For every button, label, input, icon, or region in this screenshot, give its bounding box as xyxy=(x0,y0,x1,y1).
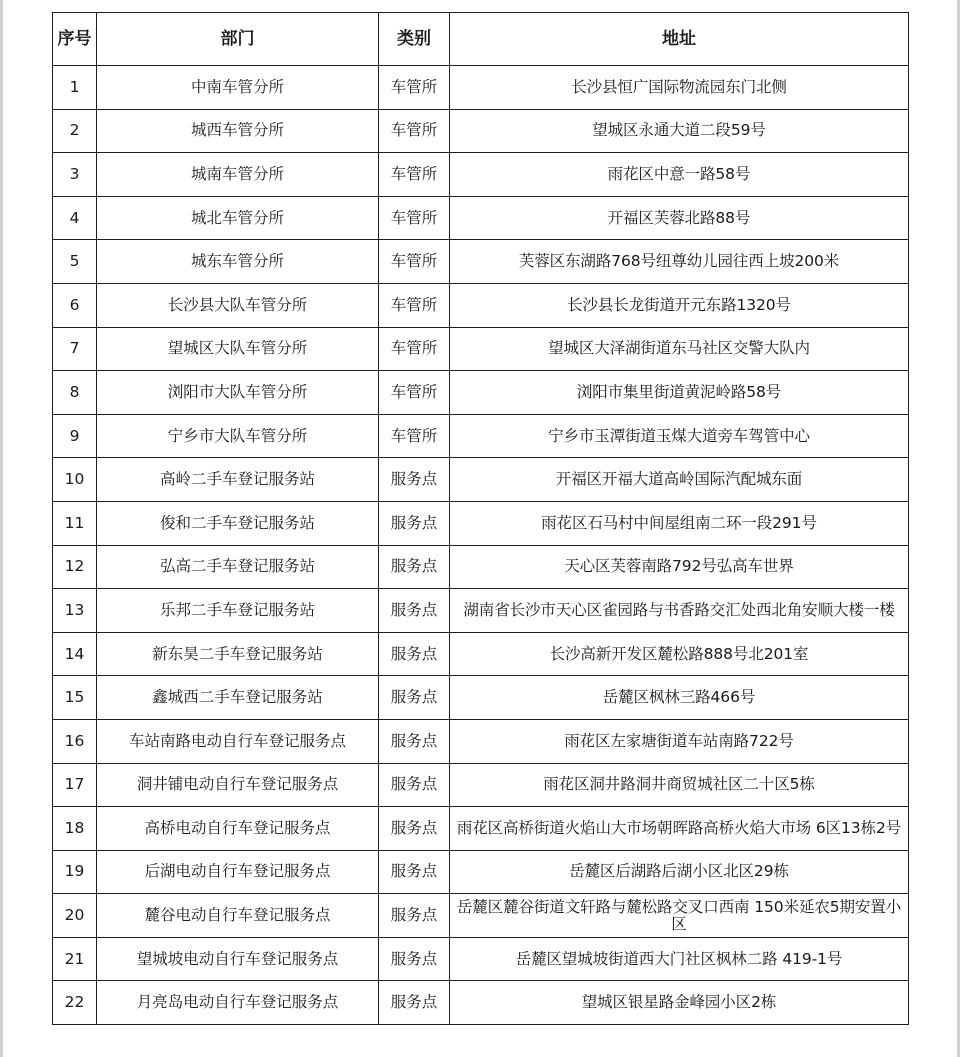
cell-category: 服务点 xyxy=(379,632,450,676)
cell-no: 7 xyxy=(53,327,97,371)
header-category: 类别 xyxy=(379,13,450,66)
office-address-table xyxy=(52,12,909,1025)
cell-address: 雨花区左家塘街道车站南路722号 xyxy=(450,719,909,763)
cell-category: 服务点 xyxy=(379,981,450,1025)
cell-dept: 望城区大队车管分所 xyxy=(97,327,379,371)
cell-no: 14 xyxy=(53,632,97,676)
table-row xyxy=(53,676,909,720)
cell-no: 8 xyxy=(53,371,97,415)
cell-category: 服务点 xyxy=(379,501,450,545)
cell-address: 望城区银星路金峰园小区2栋 xyxy=(450,981,909,1025)
cell-category: 车管所 xyxy=(379,66,450,110)
cell-address: 长沙高新开发区麓松路888号北201室 xyxy=(450,632,909,676)
cell-no: 4 xyxy=(53,196,97,240)
table-row xyxy=(53,937,909,981)
cell-dept: 月亮岛电动自行车登记服务点 xyxy=(97,981,379,1025)
header-no: 序号 xyxy=(53,13,97,66)
cell-address: 浏阳市集里街道黄泥岭路58号 xyxy=(450,371,909,415)
cell-address: 岳麓区枫林三路466号 xyxy=(450,676,909,720)
cell-address: 望城区大泽湖街道东马社区交警大队内 xyxy=(450,327,909,371)
cell-no: 18 xyxy=(53,807,97,851)
cell-no: 6 xyxy=(53,283,97,327)
cell-address: 长沙县长龙街道开元东路1320号 xyxy=(450,283,909,327)
cell-dept: 后湖电动自行车登记服务点 xyxy=(97,850,379,894)
cell-dept: 鑫城西二手车登记服务站 xyxy=(97,676,379,720)
cell-dept: 中南车管分所 xyxy=(97,66,379,110)
cell-dept: 城北车管分所 xyxy=(97,196,379,240)
table-row xyxy=(53,153,909,197)
cell-dept: 俊和二手车登记服务站 xyxy=(97,501,379,545)
cell-dept: 新东昊二手车登记服务站 xyxy=(97,632,379,676)
cell-address: 天心区芙蓉南路792号弘高车世界 xyxy=(450,545,909,589)
cell-category: 服务点 xyxy=(379,937,450,981)
table-row xyxy=(53,327,909,371)
cell-no: 3 xyxy=(53,153,97,197)
cell-no: 9 xyxy=(53,414,97,458)
cell-address: 雨花区高桥街道火焰山大市场朝晖路高桥火焰大市场 6区13栋2号 xyxy=(450,807,909,851)
cell-category: 车管所 xyxy=(379,371,450,415)
table-row xyxy=(53,981,909,1025)
table-row xyxy=(53,763,909,807)
cell-address: 岳麓区望城坡街道西大门社区枫林二路 419-1号 xyxy=(450,937,909,981)
cell-category: 车管所 xyxy=(379,153,450,197)
cell-dept: 城东车管分所 xyxy=(97,240,379,284)
cell-category: 服务点 xyxy=(379,719,450,763)
cell-category: 车管所 xyxy=(379,283,450,327)
cell-address: 芙蓉区东湖路768号纽尊幼儿园往西上坡200米 xyxy=(450,240,909,284)
cell-category: 服务点 xyxy=(379,894,450,938)
table-row xyxy=(53,850,909,894)
table-row xyxy=(53,632,909,676)
table-row xyxy=(53,371,909,415)
table-row xyxy=(53,807,909,851)
cell-no: 5 xyxy=(53,240,97,284)
cell-category: 服务点 xyxy=(379,807,450,851)
cell-dept: 洞井铺电动自行车登记服务点 xyxy=(97,763,379,807)
header-dept: 部门 xyxy=(97,13,379,66)
cell-category: 服务点 xyxy=(379,589,450,633)
cell-dept: 望城坡电动自行车登记服务点 xyxy=(97,937,379,981)
table-row xyxy=(53,545,909,589)
cell-address: 望城区永通大道二段59号 xyxy=(450,109,909,153)
table-row xyxy=(53,501,909,545)
cell-no: 10 xyxy=(53,458,97,502)
cell-dept: 高岭二手车登记服务站 xyxy=(97,458,379,502)
table-row xyxy=(53,719,909,763)
cell-no: 22 xyxy=(53,981,97,1025)
cell-no: 2 xyxy=(53,109,97,153)
cell-category: 服务点 xyxy=(379,458,450,502)
table-row xyxy=(53,109,909,153)
table-row xyxy=(53,196,909,240)
table-row xyxy=(53,458,909,502)
cell-no: 11 xyxy=(53,501,97,545)
cell-address: 雨花区洞井路洞井商贸城社区二十区5栋 xyxy=(450,763,909,807)
cell-no: 16 xyxy=(53,719,97,763)
cell-no: 15 xyxy=(53,676,97,720)
cell-dept: 浏阳市大队车管分所 xyxy=(97,371,379,415)
cell-address: 湖南省长沙市天心区雀园路与书香路交汇处西北角安顺大楼一楼 xyxy=(450,589,909,633)
cell-no: 20 xyxy=(53,894,97,938)
cell-dept: 城南车管分所 xyxy=(97,153,379,197)
cell-category: 服务点 xyxy=(379,676,450,720)
cell-no: 21 xyxy=(53,937,97,981)
cell-no: 17 xyxy=(53,763,97,807)
table-row xyxy=(53,589,909,633)
cell-address: 岳麓区后湖路后湖小区北区29栋 xyxy=(450,850,909,894)
table-row xyxy=(53,894,909,938)
cell-no: 12 xyxy=(53,545,97,589)
header-address: 地址 xyxy=(450,13,909,66)
cell-category: 车管所 xyxy=(379,327,450,371)
cell-no: 1 xyxy=(53,66,97,110)
cell-address: 雨花区中意一路58号 xyxy=(450,153,909,197)
cell-address: 开福区芙蓉北路88号 xyxy=(450,196,909,240)
cell-dept: 长沙县大队车管分所 xyxy=(97,283,379,327)
cell-category: 车管所 xyxy=(379,109,450,153)
cell-address: 长沙县恒广国际物流园东门北侧 xyxy=(450,66,909,110)
cell-dept: 车站南路电动自行车登记服务点 xyxy=(97,719,379,763)
cell-category: 车管所 xyxy=(379,414,450,458)
cell-dept: 宁乡市大队车管分所 xyxy=(97,414,379,458)
cell-address: 雨花区石马村中间屋组南二环一段291号 xyxy=(450,501,909,545)
cell-dept: 高桥电动自行车登记服务点 xyxy=(97,807,379,851)
cell-dept: 乐邦二手车登记服务站 xyxy=(97,589,379,633)
page-edge-left xyxy=(0,0,3,1057)
cell-dept: 麓谷电动自行车登记服务点 xyxy=(97,894,379,938)
cell-category: 车管所 xyxy=(379,240,450,284)
cell-address: 宁乡市玉潭街道玉煤大道旁车驾管中心 xyxy=(450,414,909,458)
table-row xyxy=(53,66,909,110)
cell-address: 岳麓区麓谷街道文轩路与麓松路交叉口西南 150米延农5期安置小区 xyxy=(450,894,909,938)
cell-category: 服务点 xyxy=(379,763,450,807)
table-row xyxy=(53,240,909,284)
cell-no: 19 xyxy=(53,850,97,894)
table-row xyxy=(53,283,909,327)
cell-address: 开福区开福大道高岭国际汽配城东面 xyxy=(450,458,909,502)
cell-category: 车管所 xyxy=(379,196,450,240)
cell-category: 服务点 xyxy=(379,850,450,894)
cell-dept: 城西车管分所 xyxy=(97,109,379,153)
cell-no: 13 xyxy=(53,589,97,633)
cell-category: 服务点 xyxy=(379,545,450,589)
table-header-row xyxy=(53,13,909,66)
cell-dept: 弘高二手车登记服务站 xyxy=(97,545,379,589)
table-row xyxy=(53,414,909,458)
